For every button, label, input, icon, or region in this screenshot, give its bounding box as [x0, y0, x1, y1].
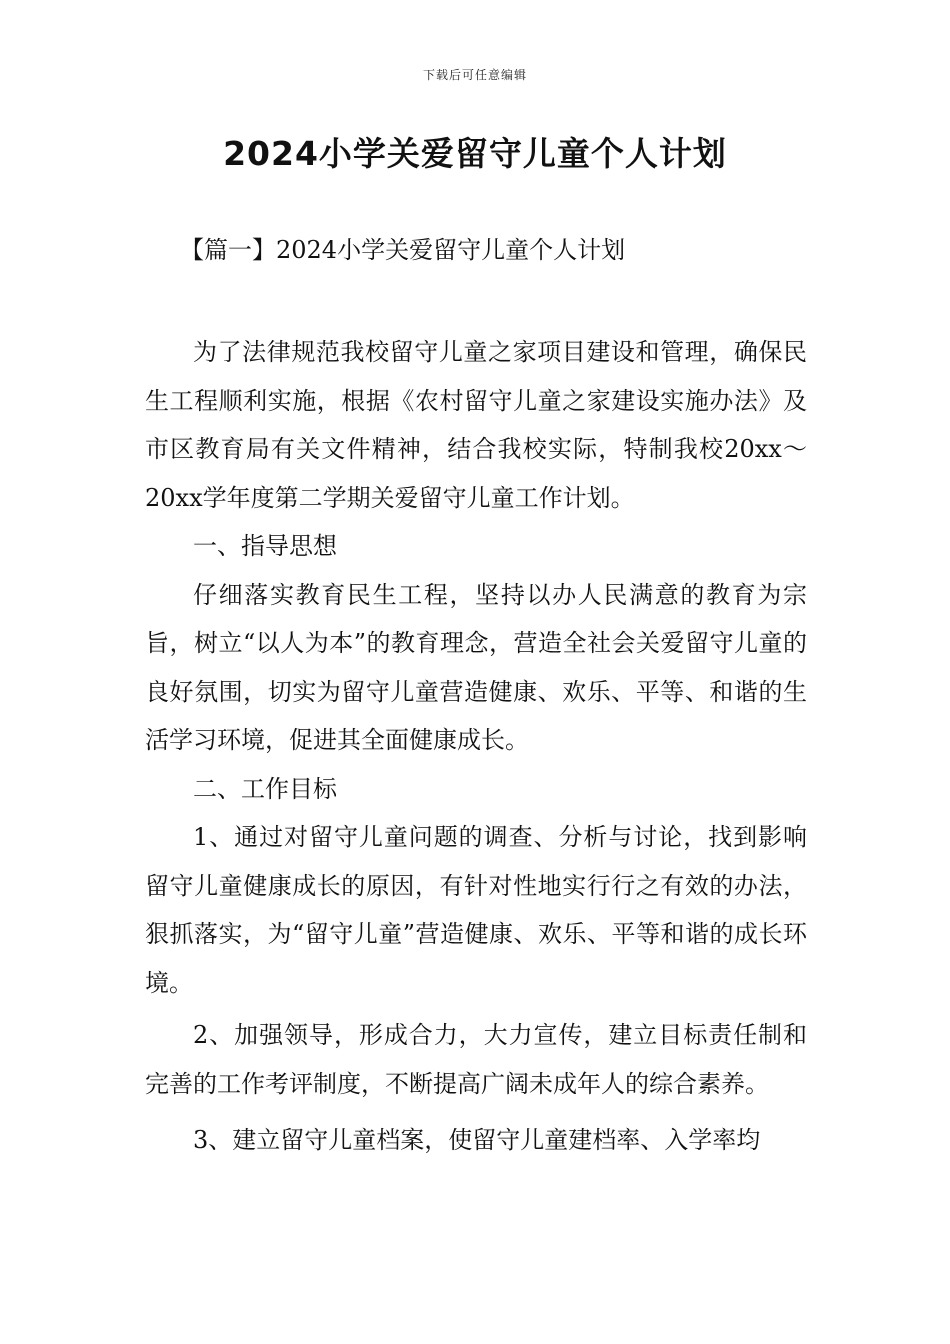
header-note: 下载后可任意编辑 — [422, 68, 527, 82]
document-title: 2024小学关爱留守儿童个人计划 — [223, 134, 727, 173]
paragraph-goal-2: 2、加强领导，形成合力，大力宣传，建立目标责任制和完善的工作考评制度，不断提高广阔未成年人的综合素养。 — [145, 1021, 807, 1098]
section-heading: 【篇一】2024小学关爱留守儿童个人计划 — [180, 236, 626, 264]
paragraph-guiding-ideology: 仔细落实教育民生工程，坚持以办人民满意的教育为宗旨，树立“以人为本”的教育理念，营造全社会关爱留守儿童的良好氛围，切实为留守儿童营造健康、欢乐、平等、和谐的生活学习环境，促进其全面健康成长。 — [145, 580, 807, 754]
heading-guiding-ideology: 一、指导思想 — [193, 532, 337, 560]
paragraph-intro: 为了法律规范我校留守儿童之家项目建设和管理，确保民生工程顺利实施，根据《农村留守儿童之家建设实施办法》及市区教育局有关文件精神，结合我校实际，特制我校20xx～20xx学年度第二学期关爱留守儿童工作计划。 — [145, 338, 807, 512]
document-body — [145, 328, 807, 1165]
heading-work-goals: 二、工作目标 — [193, 774, 337, 803]
paragraph-goal-3: 3、建立留守儿童档案，使留守儿童建档率、入学率均 — [193, 1126, 761, 1154]
paragraph-goal-1: 1、通过对留守儿童问题的调查、分析与讨论，找到影响留守儿童健康成长的原因，有针对性地实行行之有效的办法，狠抓落实，为“留守儿童”营造健康、欢乐、平等和谐的成长环境。 — [145, 823, 807, 997]
